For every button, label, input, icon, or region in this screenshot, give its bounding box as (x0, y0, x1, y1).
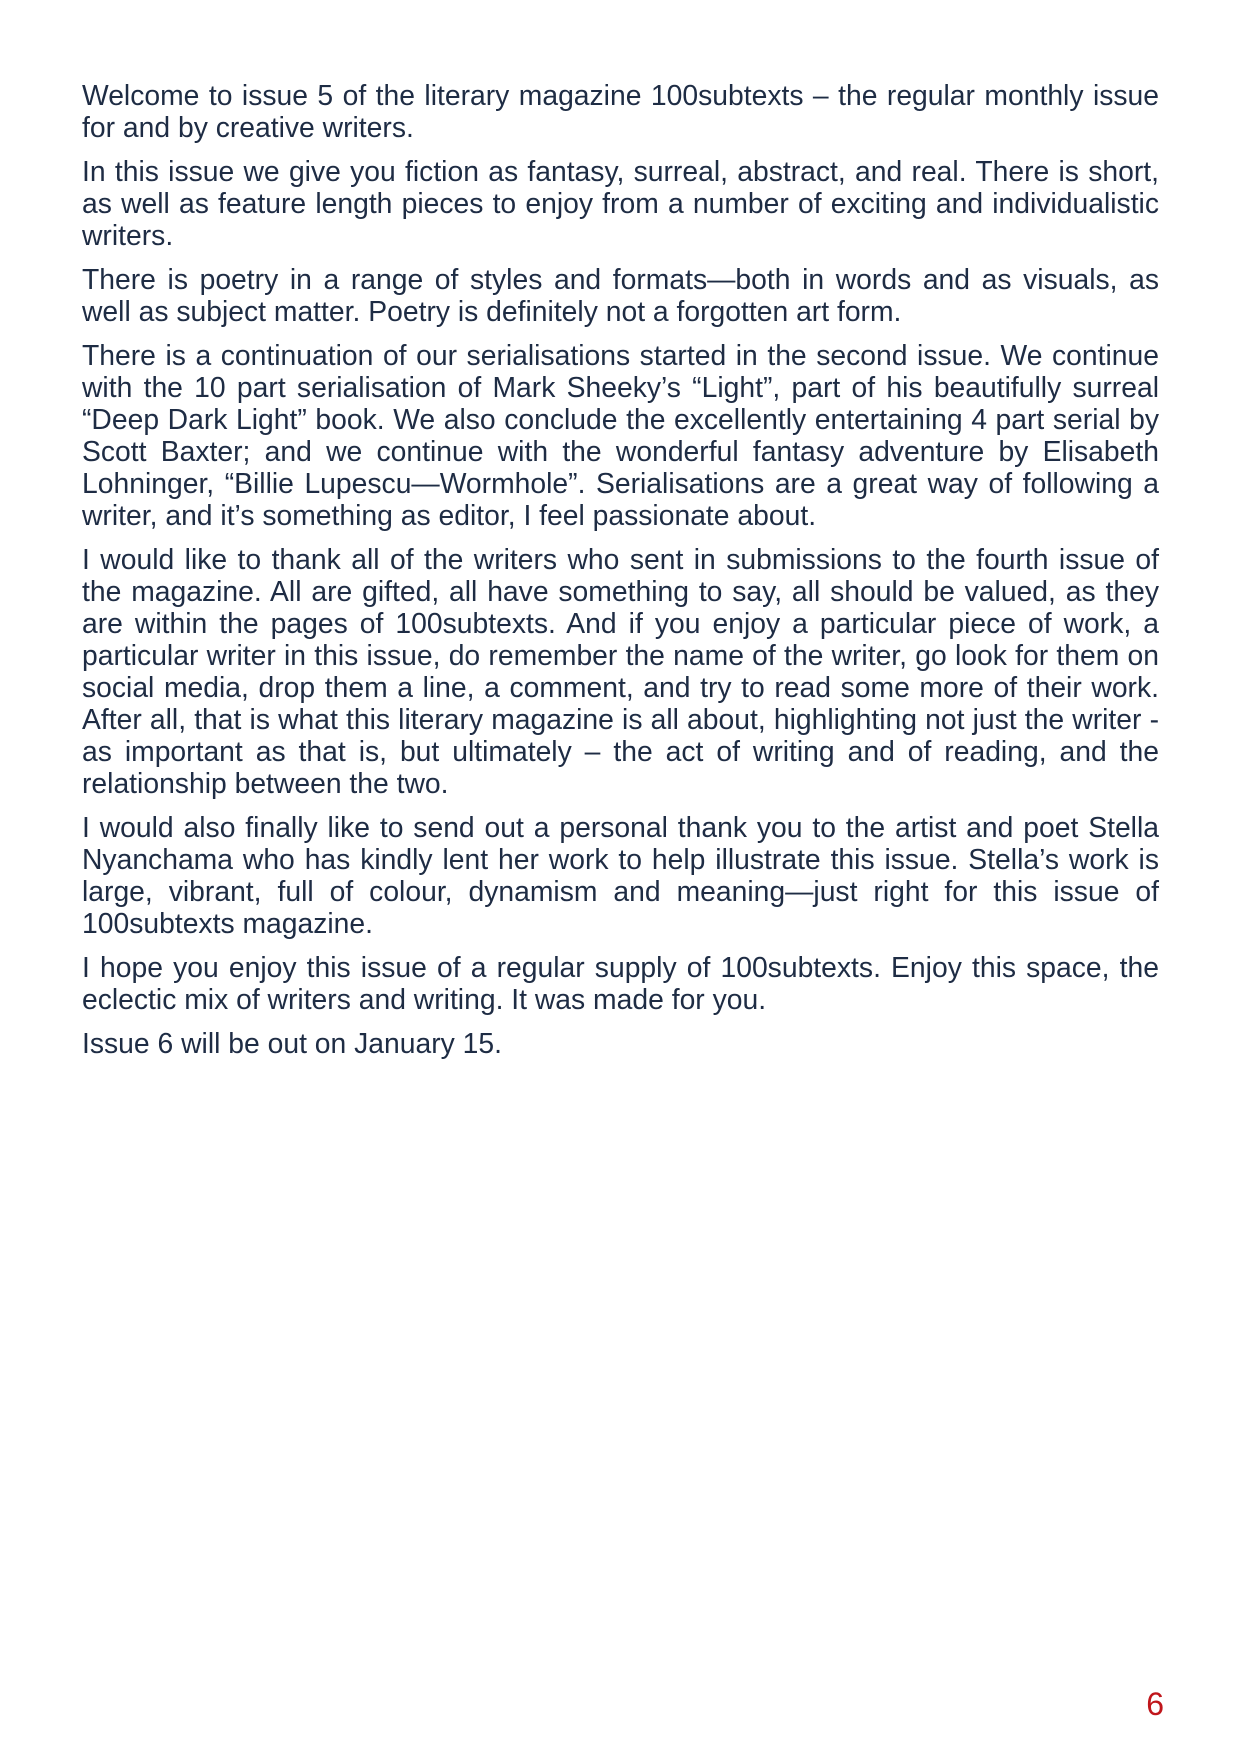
paragraph-thanks-writers: I would like to thank all of the writers who sent in submissions to the fourth issue of the magazine. All are gifted, all have something to say, all should be valued, as they are within the pages of 100subtexts. And if you enjoy a particular piece of work, a particular writer in this issue, do remember the name of the writer, go look for them on social media, drop them a line, a comment, and try to read some more of their work. After all, that is what this literary magazine is all about, highlighting not just the writer - as important as that is, but ultimately – the act of writing and of reading, and the relationship between the two. (82, 543, 1159, 799)
paragraph-enjoy: I hope you enjoy this issue of a regular supply of 100subtexts. Enjoy this space, the eclectic mix of writers and writing. It was made for you. (82, 951, 1159, 1015)
paragraph-poetry: There is poetry in a range of styles and formats—both in words and as visuals, as well as subject matter. Poetry is definitely not a forgotten art form. (82, 263, 1159, 327)
paragraph-serialisations: There is a continuation of our serialisations started in the second issue. We continue with the 10 part serialisation of Mark Sheeky’s “Light”, part of his beautifully surreal “Deep Dark Light” book. We also conclude the excellently entertaining 4 part serial by Scott Baxter; and we continue with the wonderful fantasy adventure by Elisabeth Lohninger, “Billie Lupescu—Wormhole”. Serialisations are a great way of following a writer, and it’s something as editor, I feel passionate about. (82, 339, 1159, 531)
paragraph-thanks-artist: I would also finally like to send out a personal thank you to the artist and poet Stella Nyanchama who has kindly lent her work to help illustrate this issue. Stella’s work is large, vibrant, full of colour, dynamism and meaning—just right for this issue of 100subtexts magazine. (82, 811, 1159, 939)
paragraph-welcome: Welcome to issue 5 of the literary magazine 100subtexts – the regular monthly issue for and by creative writers. (82, 79, 1159, 143)
page-number: 6 (1146, 1686, 1164, 1722)
paragraph-next-issue: Issue 6 will be out on January 15. (82, 1027, 502, 1059)
paragraph-fiction: In this issue we give you fiction as fantasy, surreal, abstract, and real. There is short, as well as feature length pieces to enjoy from a number of exciting and individualistic writers. (82, 155, 1159, 251)
editorial-body (82, 79, 1159, 1071)
